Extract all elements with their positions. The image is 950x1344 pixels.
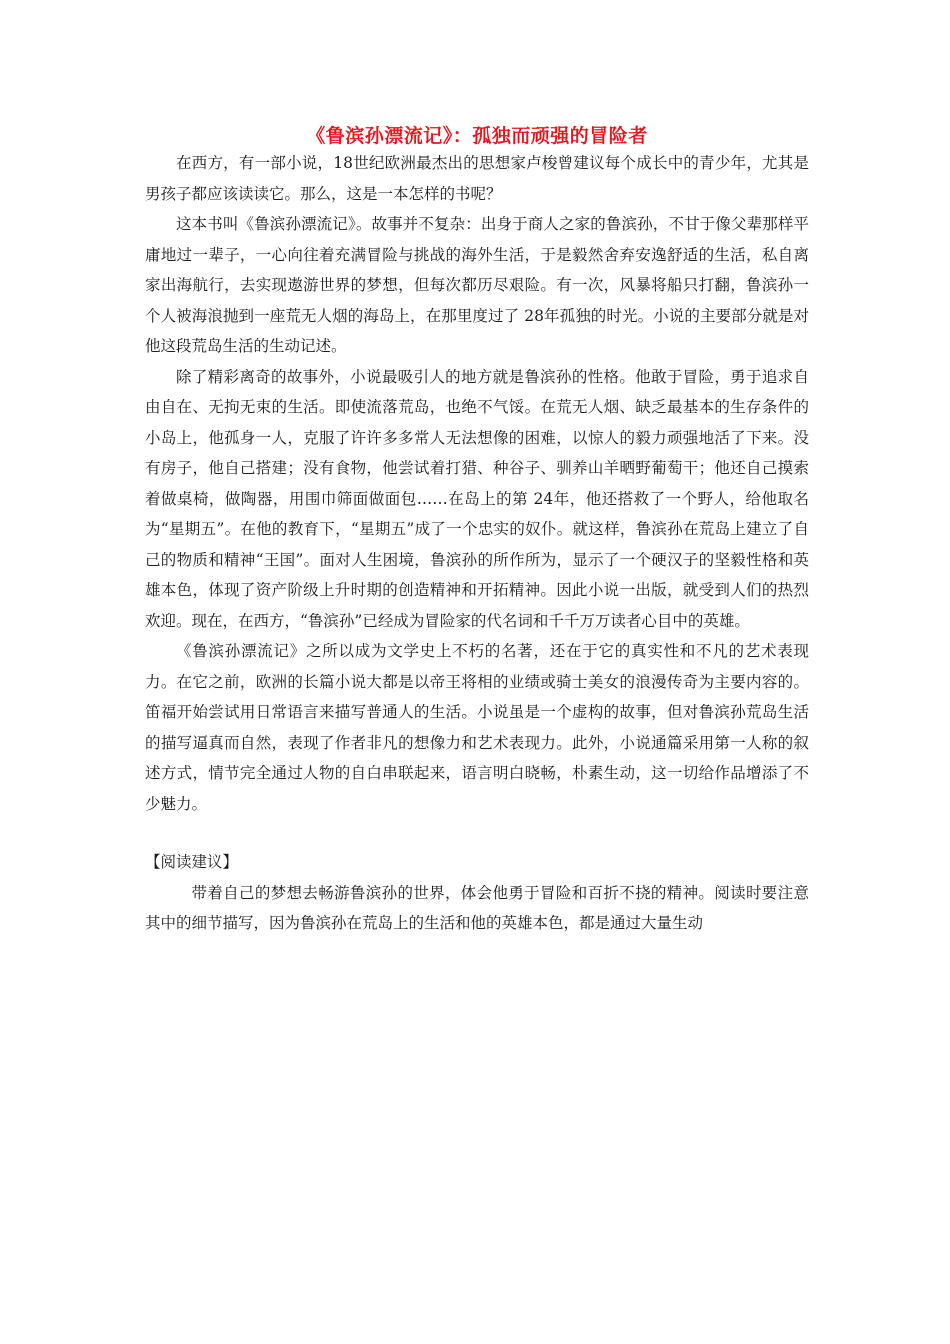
document-body [145, 122, 809, 939]
reading-advice-heading: 【阅读建议】 [145, 853, 239, 871]
reading-advice-paragraph: 带着自己的梦想去畅游鲁滨孙的世界，体会他勇于冒险和百折不挠的精神。阅读时要注意其中的细节描写，因为鲁滨孙在荒岛上的生活和他的英雄本色，都是通过大量生动 [145, 883, 809, 932]
document-title: 《鲁滨孙漂流记》：孤独而顽强的冒险者 [306, 125, 648, 147]
intro-paragraph: 在西方，有一部小说，18世纪欧洲最杰出的思想家卢梭曾建议每个成长中的青少年，尤其是男孩子都应该读读它。那么，这是一本怎样的书呢？ [145, 154, 809, 203]
literary-value-paragraph: 《鲁滨孙漂流记》之所以成为文学史上不朽的名著，还在于它的真实性和不凡的艺术表现力。在它之前，欧洲的长篇小说大都是以帝王将相的业绩或骑士美女的浪漫传奇为主要内容的。笛福开始尝试用日常语言来描写普通人的生活。小说虽是一个虚构的故事，但对鲁滨孙荒岛生活的描写逼真而自然，表现了作者非凡的想像力和艺术表现力。此外，小说通篇采用第一人称的叙述方式，情节完全通过人物的自白串联起来，语言明白晓畅，朴素生动，这一切给作品增添了不少魅力。 [145, 642, 809, 813]
story-summary-paragraph: 这本书叫《鲁滨孙漂流记》。故事并不复杂：出身于商人之家的鲁滨孙，不甘于像父辈那样平庸地过一辈子，一心向往着充满冒险与挑战的海外生活，于是毅然舍弃安逸舒适的生活，私自离家出海航行，去实现遨游世界的梦想，但每次都历尽艰险。有一次，风暴将船只打翻，鲁滨孙一个人被海浪抛到一座荒无人烟的海岛上，在那里度过了 28年孤独的时光。小说的主要部分就是对他这段荒岛生活的生动记述。 [145, 215, 809, 355]
character-paragraph: 除了精彩离奇的故事外，小说最吸引人的地方就是鲁滨孙的性格。他敢于冒险，勇于追求自由自在、无拘无束的生活。即使流落荒岛，也绝不气馁。在荒无人烟、缺乏最基本的生存条件的小岛上，他孤身一人，克服了许许多多常人无法想像的困难，以惊人的毅力顽强地活了下来。没有房子，他自己搭建；没有食物，他尝试着打猎、种谷子、驯养山羊晒野葡萄干；他还自己摸索着做桌椅，做陶器，用围巾筛面做面包……在岛上的第 24年，他还搭救了一个野人，给他取名为“星期五”。在他的教育下，“星期五”成了一个忠实的奴仆。就这样，鲁滨孙在荒岛上建立了自己的物质和精神“王国”。面对人生困境，鲁滨孙的所作所为，显示了一个硬汉子的坚毅性格和英雄本色，体现了资产阶级上升时期的创造精神和开拓精神。因此小说一出版，就受到人们的热烈欢迎。现在，在西方，“鲁滨孙”已经成为冒险家的代名词和千千万万读者心目中的英雄。 [145, 367, 809, 630]
